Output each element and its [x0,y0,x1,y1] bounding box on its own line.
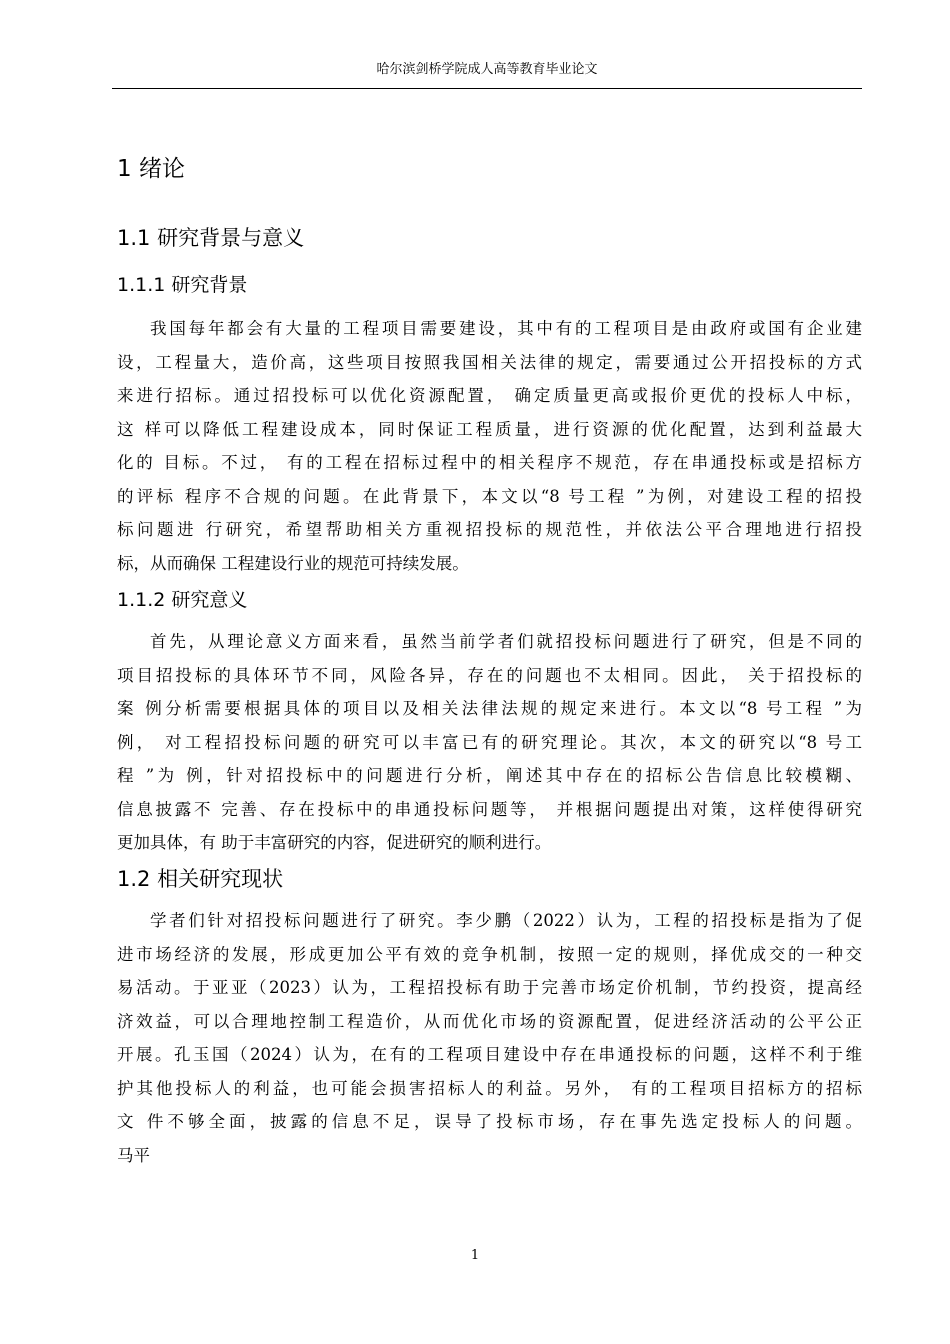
section-heading-1-1: 1.1 研究背景与意义 [117,226,305,250]
text-line: 案 例分析需要根据具体的项目以及相关法律法规的规定来进行。本文以“8 号工程 ”为 [117,699,862,718]
subsection-heading-1-1-2: 1.1.2 研究意义 [117,589,248,611]
text-line: 程 ”为 例，针对招投标中的问题进行分析，阐述其中存在的招标公告信息比较模糊、 [117,766,862,785]
text-line: 首先，从理论意义方面来看，虽然当前学者们就招投标问题进行了研究，但是不同的 [150,632,862,651]
subsection-heading-1-1-1: 1.1.1 研究背景 [117,274,248,296]
text-line: 化的 目标。不过， 有的工程在招标过程中的相关程序不规范，存在串通投标或是招标方 [117,453,862,472]
text-line: 进市场经济的发展，形成更加公平有效的竞争机制，按照一定的规则，择优成交的一种交 [117,944,862,964]
text-line: 马平 [117,1145,150,1165]
text-line: 设，工程量大，造价高，这些项目按照我国相关法律的规定，需要通过公开招投标的方式 [117,352,862,372]
text-line: 学者们针对招投标问题进行了研究。李少鹏（2022）认为，工程的招投标是指为了促 [150,911,862,930]
running-header: 哈尔滨剑桥学院成人高等教育毕业论文 [376,62,598,77]
paragraph-research-status [117,904,862,1172]
text-line: 文 件不够全面，披露的信息不足，误导了投标市场，存在事先选定投标人的问题。 [117,1112,862,1131]
text-line: 的评标 程序不合规的问题。在此背景下，本文以“8 号工程 ”为例，对建设工程的招投 [117,486,862,506]
page-number: 1 [470,1248,480,1263]
text-line: 标，从而确保 工程建设行业的规范可持续发展。 [117,553,469,573]
text-line: 更加具体，有 助于丰富研究的内容，促进研究的顺利进行。 [117,833,552,852]
chapter-title: 1 绪论 [117,156,185,182]
text-line: 这 样可以降低工程建设成本，同时保证工程质量，进行资源的优化配置，达到利益最大 [117,419,862,439]
text-line: 护其他投标人的利益，也可能会损害招标人的利益。另外， 有的工程项目招标方的招标 [117,1078,862,1098]
text-line: 来进行招标。通过招投标可以优化资源配置， 确定质量更高或报价更优的投标人中标， [117,386,862,405]
header-rule [112,88,862,89]
text-line: 标问题进 行研究，希望帮助相关方重视招投标的规范性，并依法公平合理地进行招投 [117,520,862,539]
section-heading-1-2: 1.2 相关研究现状 [117,867,284,891]
paragraph-significance [117,625,862,860]
text-line: 易活动。于亚亚（2023）认为，工程招投标有助于完善市场定价机制，节约投资，提高经 [117,978,862,997]
text-line: 开展。孔玉国（2024）认为，在有的工程项目建设中存在串通投标的问题，这样不利于维 [117,1045,862,1064]
text-line: 项目招投标的具体环节不同，风险各异，存在的问题也不太相同。因此， 关于招投标的 [117,665,862,685]
text-line: 例， 对工程招投标问题的研究可以丰富已有的研究理论。其次，本文的研究以“8 号工 [117,732,862,752]
text-line: 我国每年都会有大量的工程项目需要建设，其中有的工程项目是由政府或国有企业建 [150,319,862,338]
paragraph-background [117,312,862,580]
text-line: 济效益，可以合理地控制工程造价，从而优化市场的资源配置，促进经济活动的公平公正 [117,1011,862,1031]
text-line: 信息披露不 完善、存在投标中的串通投标问题等， 并根据问题提出对策，这样使得研究 [117,799,862,819]
